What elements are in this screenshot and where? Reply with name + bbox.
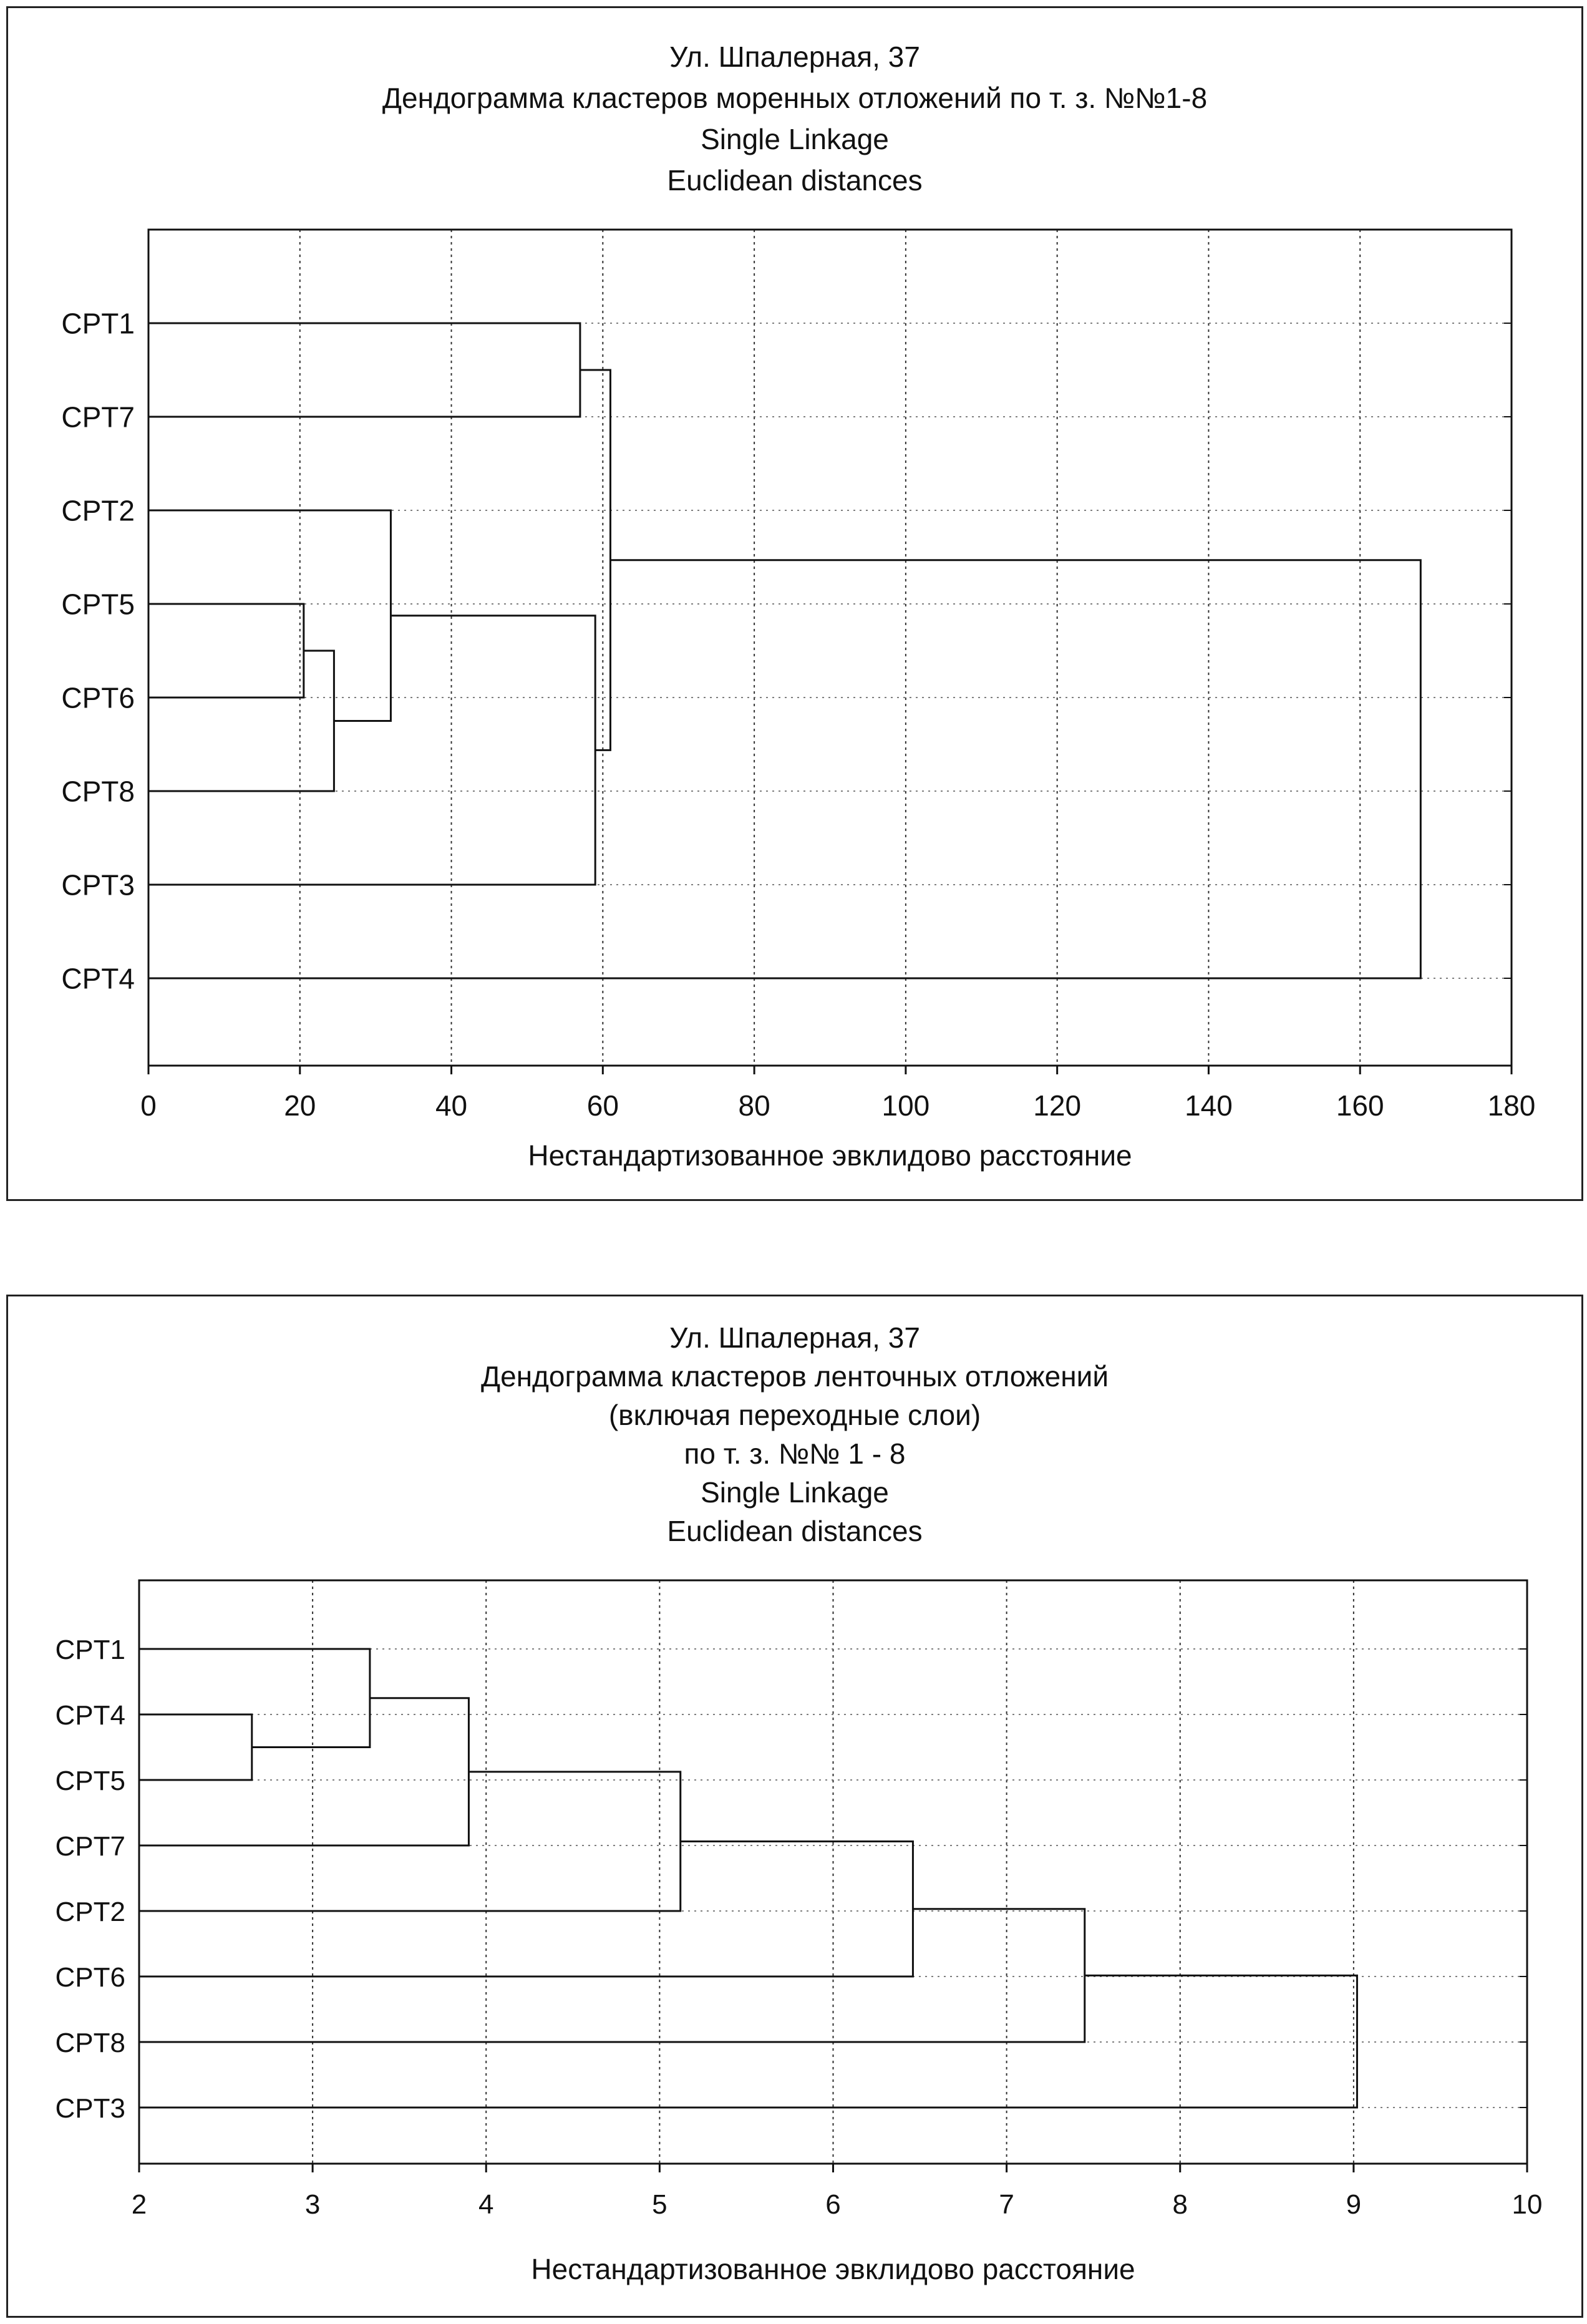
dendrogram-chart-moraine <box>8 8 1585 1203</box>
leaf-label: CPT7 <box>61 401 135 434</box>
x-tick-label: 140 <box>1185 1089 1233 1122</box>
dendrogram-link <box>148 604 304 698</box>
x-tick-label: 7 <box>999 2189 1014 2220</box>
dendrogram-panel-moraine <box>6 6 1583 1201</box>
x-tick-label: 80 <box>738 1089 770 1122</box>
dendrogram-chart-varved <box>8 1296 1585 2320</box>
leaf-label: CPT5 <box>55 1765 125 1796</box>
chart-title-points: по т. з. №№ 1 - 8 <box>684 1437 906 1470</box>
chart-title-main: Дендограмма кластеров ленточных отложений <box>480 1360 1109 1393</box>
leaf-label: CPT2 <box>61 494 135 527</box>
plot-frame <box>148 230 1512 1066</box>
chart-title-note: (включая переходные слои) <box>608 1399 981 1431</box>
leaf-label: CPT4 <box>61 962 135 995</box>
x-tick-label: 0 <box>140 1089 157 1122</box>
x-tick-label: 6 <box>825 2189 841 2220</box>
x-tick-label: 5 <box>652 2189 667 2220</box>
leaf-label: CPT6 <box>61 681 135 714</box>
dendrogram-link <box>139 1772 681 1911</box>
chart-title-method: Single Linkage <box>701 1476 889 1509</box>
chart-title-method: Single Linkage <box>701 123 889 155</box>
leaf-label: CPT2 <box>55 1896 125 1927</box>
leaf-label: CPT3 <box>61 868 135 902</box>
leaf-label: CPT4 <box>55 1699 125 1731</box>
x-axis-label: Нестандартизованное эвклидово расстояние <box>528 1139 1132 1172</box>
dendrogram-link <box>139 1698 468 1845</box>
dendrogram-panel-varved <box>6 1295 1583 2318</box>
leaf-label: CPT3 <box>55 2093 125 2124</box>
x-tick-label: 160 <box>1336 1089 1384 1122</box>
leaf-label: CPT1 <box>55 1634 125 1665</box>
dendrogram-link <box>148 560 1420 978</box>
leaf-label: CPT5 <box>61 588 135 621</box>
dendrogram-link <box>148 323 580 417</box>
dendrogram-link <box>148 616 595 885</box>
leaf-label: CPT1 <box>61 307 135 340</box>
x-tick-label: 180 <box>1487 1089 1536 1122</box>
dendrogram-link <box>139 1649 370 1748</box>
leaf-label: CPT8 <box>55 2027 125 2058</box>
x-tick-label: 2 <box>131 2189 147 2220</box>
x-tick-label: 4 <box>478 2189 494 2220</box>
dendrogram-link <box>139 1909 1085 2042</box>
x-tick-label: 100 <box>881 1089 930 1122</box>
leaf-label: CPT7 <box>55 1831 125 1862</box>
x-axis-label: Нестандартизованное эвклидово расстояние <box>531 2253 1135 2285</box>
dendrogram-link <box>139 1841 913 1976</box>
dendrogram-link <box>148 510 391 721</box>
leaf-label: CPT6 <box>55 1962 125 1993</box>
dendrogram-link <box>139 1714 252 1780</box>
x-tick-label: 60 <box>586 1089 619 1122</box>
chart-title-metric: Euclidean distances <box>667 164 923 197</box>
chart-title-address: Ул. Шпалерная, 37 <box>669 41 920 73</box>
chart-title-main: Дендограмма кластеров моренных отложений по т. з. №№1-8 <box>382 82 1208 114</box>
x-tick-label: 20 <box>284 1089 316 1122</box>
x-tick-label: 8 <box>1172 2189 1188 2220</box>
x-tick-label: 9 <box>1346 2189 1362 2220</box>
x-tick-label: 3 <box>304 2189 321 2220</box>
x-tick-label: 40 <box>435 1089 468 1122</box>
chart-title-metric: Euclidean distances <box>667 1515 923 1547</box>
dendrogram-link <box>148 651 334 791</box>
x-tick-label: 10 <box>1512 2189 1543 2220</box>
chart-title-address: Ул. Шпалерная, 37 <box>669 1321 920 1354</box>
leaf-label: CPT8 <box>61 775 135 808</box>
x-tick-label: 120 <box>1033 1089 1082 1122</box>
